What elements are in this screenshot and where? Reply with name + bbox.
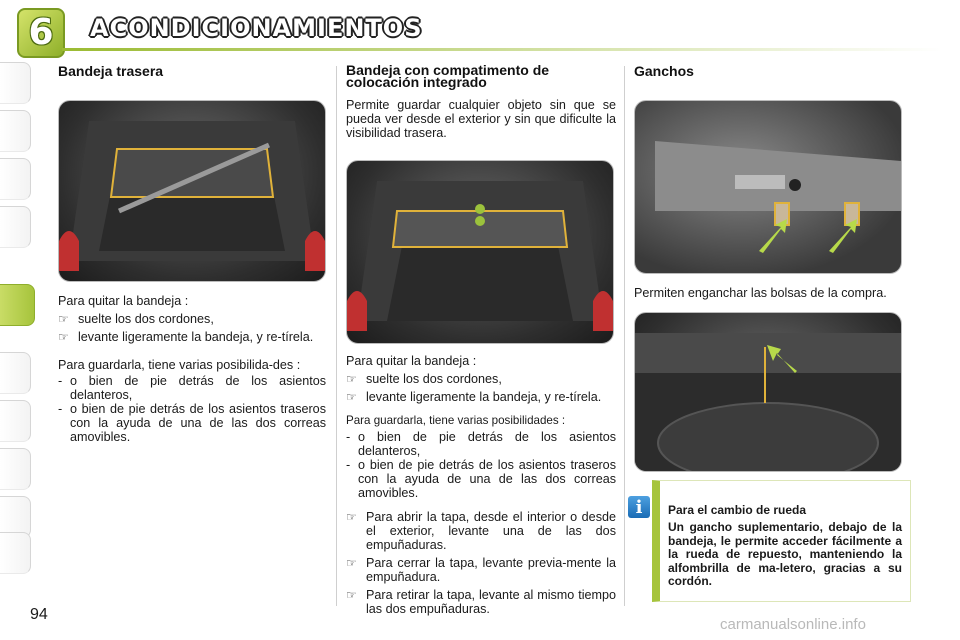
remove-step: suelte los dos cordones, bbox=[78, 312, 214, 326]
remove-step: suelte los dos cordones, bbox=[366, 372, 502, 386]
list-item: - o bien de pie detrás de los asientos delanteros, bbox=[58, 374, 326, 402]
list-item bbox=[346, 510, 616, 552]
trunk-photo bbox=[346, 160, 614, 344]
list-item: - o bien de pie detrás de los asientos traseros con la ayuda de una de las dos correas amovibles. bbox=[58, 402, 326, 444]
section-heading: Bandeja trasera bbox=[58, 63, 164, 79]
remove-intro: Para quitar la bandeja : bbox=[58, 294, 189, 308]
chapter-tab bbox=[0, 110, 31, 152]
store-intro: Para guardarla, tiene varias posibilida-des : bbox=[58, 358, 301, 372]
chapter-tab bbox=[0, 352, 31, 394]
column-divider bbox=[624, 66, 625, 606]
pointing-hand-icon: ☞ bbox=[346, 588, 357, 602]
lid-step: Para retirar la tapa, levante al mismo tiempo las dos empuñaduras. bbox=[366, 588, 616, 616]
page-number: 94 bbox=[30, 606, 48, 623]
column-ganchos bbox=[634, 60, 904, 472]
chapter-tab bbox=[0, 400, 31, 442]
section-intro: Permite guardar cualquier objeto sin que se pueda ver desde el exterior y sin que dificulte la visibilidad trasera. bbox=[346, 98, 616, 140]
pointing-hand-icon: ☞ bbox=[346, 390, 357, 404]
info-box bbox=[652, 480, 911, 602]
chapter-tab bbox=[0, 62, 31, 104]
section-heading: Bandeja con compatimento de colocación integrado bbox=[346, 62, 550, 90]
chapter-number-badge bbox=[17, 8, 65, 58]
hooks-text: Permiten enganchar las bolsas de la compra. bbox=[634, 286, 887, 300]
info-text: Un gancho suplementario, debajo de la bandeja, le permite acceder fácilmente a la rueda de repuesto, manteniendo la alfombrilla de ma-letero, gracias a su cordón. bbox=[668, 520, 902, 588]
watermark: carmanualsonline.info bbox=[720, 616, 866, 633]
info-icon: i bbox=[628, 496, 650, 518]
trunk-photo bbox=[58, 100, 326, 282]
list-item bbox=[346, 390, 616, 404]
chapter-tab bbox=[0, 448, 31, 490]
chapter-title: ACONDICIONAMIENTOS bbox=[90, 14, 423, 42]
list-item: - o bien de pie detrás de los asientos delanteros, bbox=[346, 430, 616, 458]
info-title: Para el cambio de rueda bbox=[668, 503, 807, 517]
list-item bbox=[346, 372, 616, 386]
chapter-tab-strip bbox=[0, 62, 34, 572]
list-item bbox=[346, 556, 616, 584]
remove-intro: Para quitar la bandeja : bbox=[346, 354, 477, 368]
spare-wheel-illustration bbox=[635, 313, 901, 471]
chapter-number: 6 bbox=[28, 12, 54, 53]
lid-step: Para abrir la tapa, desde el interior o desde el exterior, levante una de las dos empuñaduras. bbox=[366, 510, 616, 552]
remove-step: levante ligeramente la bandeja, y re-tírela. bbox=[366, 390, 602, 404]
store-option: o bien de pie detrás de los asientos traseros con la ayuda de una de las dos correas amovibles. bbox=[70, 402, 326, 444]
hooks-illustration bbox=[635, 101, 901, 273]
store-intro: Para guardarla, tiene varias posibilidades : bbox=[346, 414, 566, 427]
lid-step: Para cerrar la tapa, levante previa-mente la empuñadura. bbox=[366, 556, 616, 584]
pointing-hand-icon: ☞ bbox=[346, 372, 357, 386]
column-bandeja-trasera bbox=[58, 60, 326, 444]
list-item bbox=[58, 330, 326, 344]
hooks-photo bbox=[634, 100, 902, 274]
chapter-tab bbox=[0, 158, 31, 200]
chapter-tab bbox=[0, 532, 31, 574]
trunk-illustration bbox=[59, 101, 325, 281]
section-heading: Ganchos bbox=[634, 63, 694, 79]
column-divider bbox=[336, 66, 337, 606]
pointing-hand-icon: ☞ bbox=[346, 510, 357, 524]
list-item bbox=[346, 588, 616, 616]
list-item bbox=[58, 312, 326, 326]
list-item: - o bien de pie detrás de los asientos traseros con la ayuda de una de las dos correas amovibles. bbox=[346, 458, 616, 500]
remove-step: levante ligeramente la bandeja, y re-tírela. bbox=[78, 330, 314, 344]
chapter-tab bbox=[0, 206, 31, 248]
pointing-hand-icon: ☞ bbox=[58, 312, 69, 326]
store-option: o bien de pie detrás de los asientos traseros con la ayuda de una de las dos correas amovibles. bbox=[358, 458, 616, 500]
pointing-hand-icon: ☞ bbox=[58, 330, 69, 344]
spare-wheel-photo bbox=[634, 312, 902, 472]
trunk-illustration bbox=[347, 161, 613, 343]
header-rule bbox=[62, 48, 942, 51]
store-option: o bien de pie detrás de los asientos delanteros, bbox=[358, 430, 616, 458]
pointing-hand-icon: ☞ bbox=[346, 556, 357, 570]
chapter-tab-active bbox=[0, 284, 35, 326]
column-bandeja-compartimento bbox=[346, 60, 616, 616]
store-option: o bien de pie detrás de los asientos delanteros, bbox=[70, 374, 326, 402]
